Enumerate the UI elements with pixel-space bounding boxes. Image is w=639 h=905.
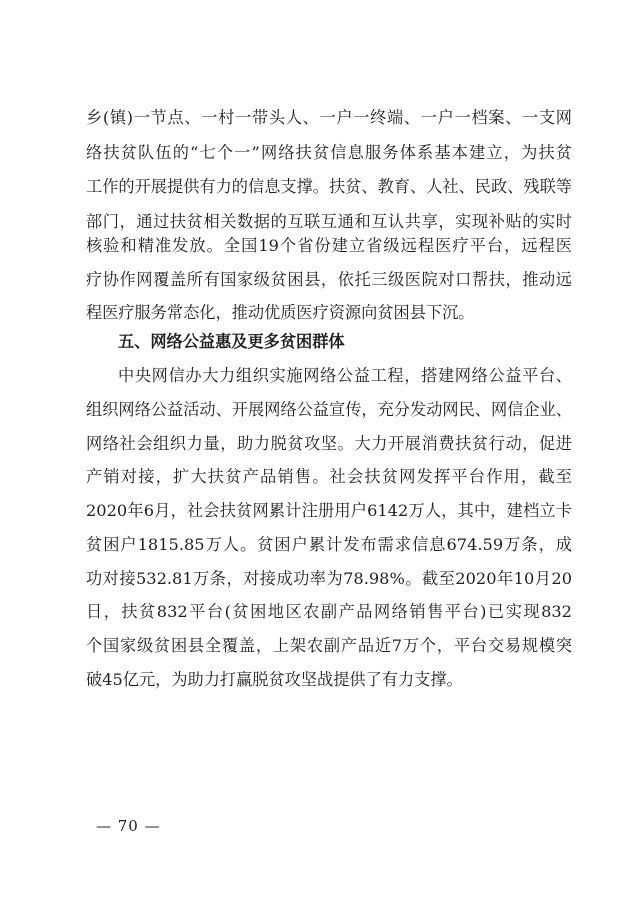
text-line: 核验和精准发放。全国19个省份建立省级远程医疗平台，远程医	[86, 236, 572, 255]
text-line: 日，扶贫832平台(贫困地区农副产品网络销售平台)已实现832	[86, 602, 572, 621]
text-line: 疗协作网覆盖所有国家级贫困县，依托三级医院对口帮扶，推动远	[86, 270, 572, 289]
text-line: 个国家级贫困县全覆盖，上架农副产品近7万个，平台交易规模突	[86, 636, 572, 655]
text-line: 破45亿元，为助力打赢脱贫攻坚战提供了有力支撑。	[86, 670, 463, 689]
text-line: 中央网信办大力组织实施网络公益工程，搭建网络公益平台、	[118, 366, 572, 385]
text-line: 2020年6月，社会扶贫网累计注册用户6142万人，其中，建档立卡	[86, 501, 572, 520]
text-line: 组织网络公益活动、开展网络公益宣传，充分发动网民、网信企业、	[86, 400, 572, 419]
text-line: 部门，通过扶贫相关数据的互联互通和互认共享，实现补贴的实时	[86, 212, 572, 231]
text-line: 产销对接，扩大扶贫产品销售。社会扶贫网发挥平台作用，截至	[86, 467, 572, 486]
text-line: 络扶贫队伍的“七个一”网络扶贫信息服务体系基本建立，为扶贫	[86, 143, 572, 162]
text-line: 工作的开展提供有力的信息支撑。扶贫、教育、人社、民政、残联等	[86, 177, 572, 196]
text-line: 乡(镇)一节点、一村一带头人、一户一终端、一户一档案、一支网	[86, 108, 572, 127]
text-line: 功对接532.81万条，对接成功率为78.98%。截至2020年10月20	[86, 569, 572, 588]
text-line: 程医疗服务常态化，推动优质医疗资源向贫困县下沉。	[86, 303, 475, 322]
text-line: 网络社会组织力量，助力脱贫攻坚。大力开展消费扶贫行动，促进	[86, 434, 572, 453]
section-heading: 五、网络公益惠及更多贫困群体	[118, 332, 345, 351]
page-number: — 70 —	[96, 817, 161, 835]
text-line: 贫困户1815.85万人。贫困户累计发布需求信息674.59万条，成	[86, 535, 572, 554]
